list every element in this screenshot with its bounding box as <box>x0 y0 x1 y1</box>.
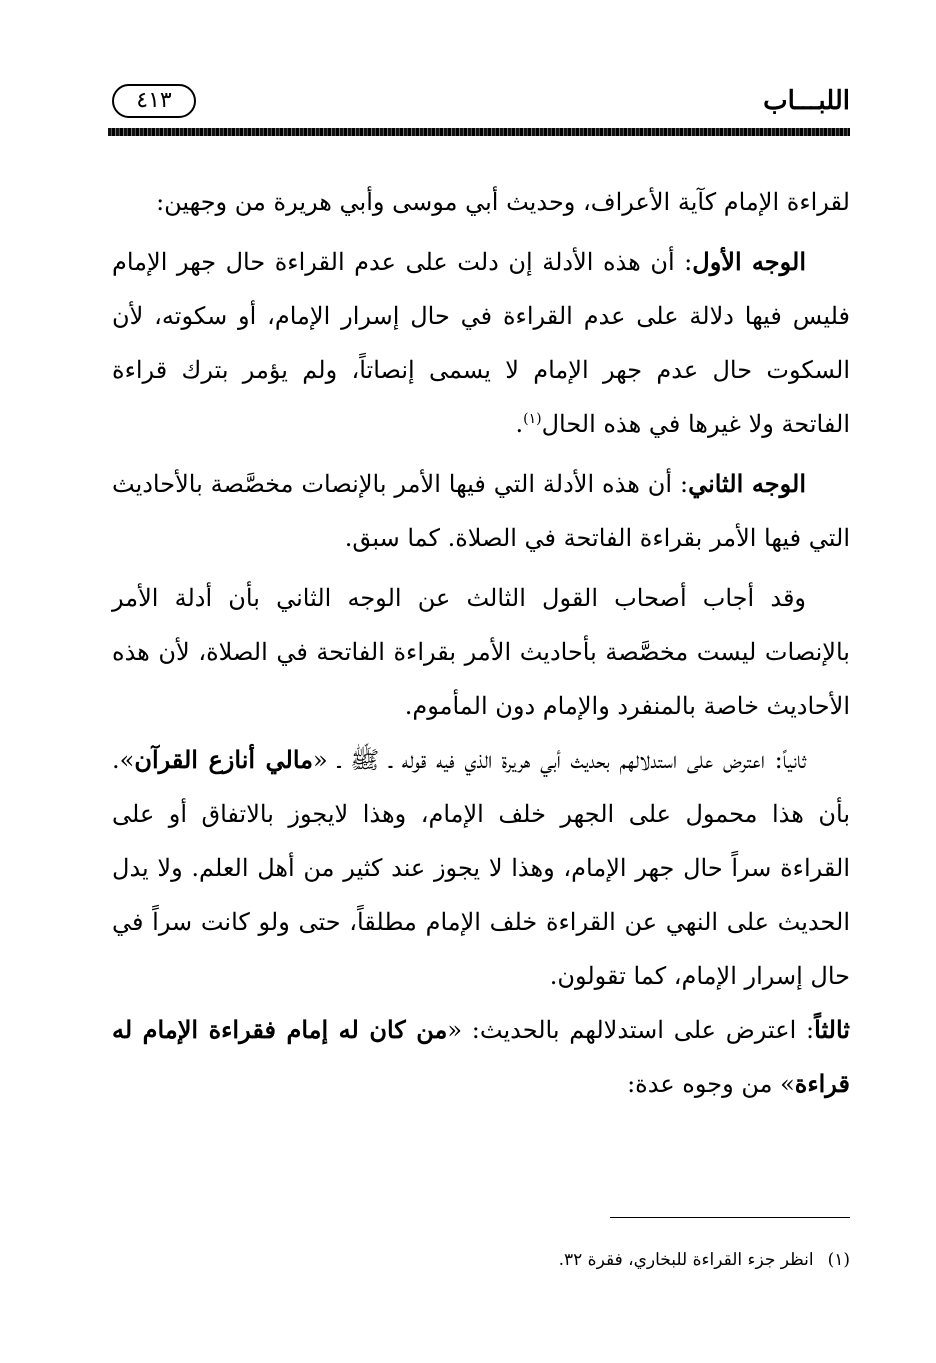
paragraph-text: ثانياً: اعترض على استدلالهم بحديث أبي هريرة الذي فيه قوله ـ ﷺ ـ « <box>313 746 807 774</box>
hadith-quote: من كان له إمام فقراءة الإمام له قراءة <box>112 1015 850 1098</box>
paragraph-text: : اعترض على استدلالهم بالحديث: « <box>447 1016 815 1044</box>
paragraph-4 <box>112 571 850 733</box>
paragraph-text: : أن هذه الأدلة إن دلت على عدم القراءة حال جهر الإمام فليس فيها دلالة على عدم القراءة في حال إسرار الإمام، أو سكوته، لأن السكوت حال عدم جهر الإمام لا يسمى إنصاتاً، ولم يؤمر بترك قراءة الفاتحة ولا غيرها في هذه الحال <box>112 248 850 438</box>
footnote <box>400 1250 850 1270</box>
footnote-number: (١) <box>827 1250 850 1270</box>
footnote-text: انظر جزء القراءة للبخاري، فقرة ٣٢. <box>558 1250 814 1270</box>
page-number-badge <box>112 84 196 118</box>
page-number: ٤١٣ <box>136 88 172 113</box>
footnote-reference: (١) <box>523 411 542 427</box>
footnote-divider <box>610 1217 850 1218</box>
page-header <box>108 78 850 138</box>
body-text <box>112 175 850 1111</box>
hadith-quote: مالي أنازع القرآن <box>134 745 314 774</box>
paragraph-heading: ثالثاً <box>814 1015 850 1044</box>
paragraph-6 <box>112 1003 850 1111</box>
header-divider <box>108 128 850 136</box>
book-title: اللبـــاب <box>763 86 850 116</box>
paragraph-text: لقراءة الإمام كآية الأعراف، وحديث أبي موسى وأبي هريرة من وجهين: <box>156 188 850 216</box>
paragraph-text-after: » من وجوه عدة: <box>627 1070 795 1098</box>
paragraph-text: : أن هذه الأدلة التي فيها الأمر بالإنصات مخصَّصة بالأحاديث التي فيها الأمر بقراءة الفاتحة في الصلاة. كما سبق. <box>112 470 850 552</box>
paragraph-5 <box>112 733 850 1003</box>
paragraph-1 <box>112 175 850 229</box>
paragraph-text-after: ». بأن هذا محمول على الجهر خلف الإمام، وهذا لايجوز بالاتفاق أو على القراءة سراً حال جهر الإمام، وهذا لا يجوز عند كثير من أهل العلم. ولا يدل الحديث على النهي عن القراءة خلف الإمام مطلقاً، حتى ولو كانت سراً في حال إسرار الإمام، كما تقولون. <box>112 746 850 990</box>
paragraph-3 <box>112 457 850 565</box>
paragraph-heading: الوجه الأول <box>692 247 806 276</box>
paragraph-tail: . <box>515 410 524 438</box>
paragraph-text: وقد أجاب أصحاب القول الثالث عن الوجه الثاني بأن أدلة الأمر بالإنصات ليست مخصَّصة بأحاديث الأمر بقراءة الفاتحة في الصلاة، لأن هذه الأحاديث خاصة بالمنفرد والإمام دون المأموم. <box>112 584 850 720</box>
paragraph-heading: الوجه الثاني <box>688 469 806 498</box>
paragraph-2 <box>112 235 850 451</box>
